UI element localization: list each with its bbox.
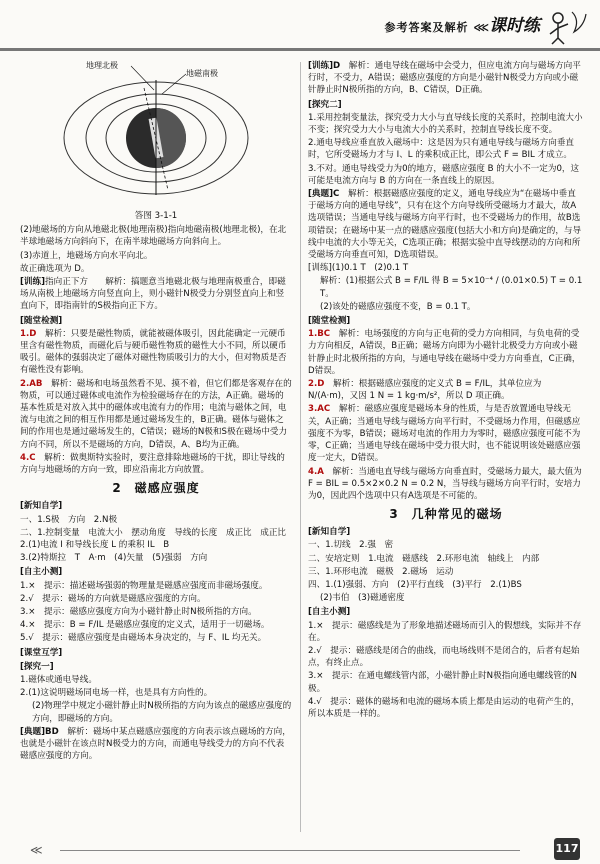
section-heading: [随堂检测] [308, 316, 351, 327]
training-text: 指向正下方 解析：搞题意当地磁北极与地理南极重合，即磁场从南极上地磁场方向竖直向上，则小磁针N极受力分别竖直向上和竖直向下，即指南针的S极指向正下方。 [20, 277, 286, 312]
quiz-answer: 1.× 提示：磁感线是为了形象地描述磁场而引入的假想线，实际并不存在。 [308, 620, 582, 643]
decoration-figure-icon [544, 6, 588, 46]
explore-answer: 2.(1)这说明磁场同电场一样，也是具有方向性的。 [20, 688, 213, 699]
header-rule [0, 48, 600, 51]
fill-answer: (2)韦伯 (3)磁通密度 [320, 593, 405, 604]
training-tag: [训练] [20, 277, 46, 288]
answer-paragraph: (3)赤道上，地磁场方向水平向北。 [20, 250, 153, 261]
answer-paragraph: 故正确选项为 D。 [20, 263, 90, 274]
answer-text: 解析：磁场和电场虽然看不见、摸不着，但它们都是客观存在的物质，可以通过磁体或电流作为检验磁场存在的方法，A正确。磁场的基本性质是对放入其中的磁体或电流有力的作用；电流与磁体之间，电流与电流之间的相互作用都是通过磁场发生的，B正确。磁体与磁体之间的作用也是通过磁场发生的，C错误；磁场的N极和S极在磁场中受力方向不同，所以不是磁场的方向，D错误，A、B均为正确。 [20, 378, 292, 450]
section-heading: [课堂互学] [20, 647, 63, 658]
fill-answer: 3.(2)特斯拉 T A·m (4)矢量 (5)强弱 方向 [20, 553, 208, 564]
answer-text: 解析：电场强度的方向与正电荷的受力方向相同，与负电荷的受力方向相反，A错误，B正确；磁场方向即为小磁针北极受力方向或小磁针静止时北极所指的方向，与通电导线在磁场中受力方向垂直，C正确，D错误。 [308, 329, 581, 376]
typical-text: 解析：磁场中某点磁感应强度的方向表示该点磁场的方向，也就是小磁针在该点时N极受力的方向，而通电导线受力的方向不代表磁感应强度的方向。 [20, 726, 291, 762]
answer-key: 4.C [20, 452, 36, 463]
typical-text: 解析：根据磁感应强度的定义，通电导线应为“在磁场中垂直于磁场方向的通电导线”，只有在这个方向导线所受磁场力才最大，故A选项错误；当通电导线与磁场方向平行时，也不受磁场力的作用，故B选项错误；在磁场中某一点的磁感应强度(包括大小和方向)是确定的，与导线中电流的大小等无关，C选项正确；根据实验中直导线摆动的方向和所受磁场方向垂直可知，D选项错误。 [308, 189, 582, 261]
training-answer [308, 60, 584, 97]
fill-answer: 一、1.切线 2.强 密 [308, 540, 394, 551]
training-text: 解析：通电导线在磁场中会受力，但应电流方向与磁场方向平行时，不受力，A错误；磁感应强度的方向是小磁针N极受力方向或小磁针静止时N极所指的方向，B、C错误，D正确。 [308, 61, 581, 96]
quiz-answer: 2.√ 提示：磁感线是闭合的曲线，而电场线则不是闭合的，后者有起始点，有终止点。 [308, 645, 580, 669]
question-answer [20, 328, 292, 377]
typical-tag: [典题]C [308, 189, 340, 200]
header-brand: 课时练 [489, 16, 540, 36]
explore-answer: 1.采用控制变量法，探究受力大小与直导线长度的关系时，控制电流大小不变；探究受力大小与电流大小的关系时，控制直导线长度不变。 [308, 112, 583, 136]
page-footer [0, 838, 600, 864]
figure-label-geographic-north: 地理北极 [86, 61, 118, 70]
section-heading: [新知自学] [308, 527, 351, 538]
question-answer [20, 378, 292, 451]
answer-key: 1.BC [308, 329, 331, 340]
page-header [0, 0, 600, 52]
lesson-title: 3 几种常见的磁场 [389, 507, 503, 522]
explore-answer: 1.磁体或通电导线。 [20, 674, 97, 685]
answer-key: 2.AB [20, 378, 43, 389]
figure-label-magnetic-south: 地磁南极 [186, 69, 218, 78]
quiz-answer: 1.× 提示：描述磁场强弱的物理量是磁感应强度而非磁场强度。 [20, 580, 268, 591]
answer-text: 解析：当通电直导线与磁场方向垂直时，受磁场力最大，最大值为 F = BIL = 0.5×2×0.2 N = 0.2 N，当导线与磁场方向平行时，安培力为0，因此四个选项中只有A选项是不可能的。 [308, 466, 582, 501]
right-column [308, 60, 584, 721]
fill-answer: 三、1.环形电流 磁极 2.磁场 运动 [308, 566, 454, 577]
section-heading: [自主小测] [20, 567, 63, 578]
quiz-answer: 5.√ 提示：磁感应强度是由磁场本身决定的，与 F、IL 均无关。 [20, 633, 267, 644]
training-answer: [训练](1)0.1 T (2)0.1 T [308, 263, 409, 274]
quiz-answer: 4.× 提示：B = F/IL 是磁感应强度的定义式，适用于一切磁场。 [20, 620, 270, 631]
answer-key: 4.A [308, 466, 324, 477]
training-tag: [训练]D [308, 61, 341, 71]
fill-answer: 二、1.控制变量 电流大小 摆动角度 导线的长度 成正比 成正比 2.(1)电流 I 和导线长度 L 的乘积 IL B [20, 527, 295, 550]
typical-question [308, 188, 584, 261]
quiz-answer: 3.× 提示：在通电螺线管内部，小磁针静止时N极指向通电螺线管的N极。 [308, 671, 577, 694]
earth-field-diagram [56, 60, 256, 200]
answer-text: 解析：磁感应强度是磁场本身的性质，与是否放置通电导线无关，A正确；当通电导线与磁场方向平行时，不受磁场力作用，但磁感应强度不为零，B错误；磁场对电流的作用力为零时，磁感应强度可能不为零，C正确；当通电导线在磁场中受力很大时，也不能说明该处磁感应强度一定大，D错误。 [308, 404, 581, 464]
earth-magnetic-field-figure [56, 60, 256, 210]
section-heading: [探究二] [308, 99, 342, 110]
explore-answer: 2.通电导线应垂直放入磁场中：这是因为只有通电导线与磁场方向垂直时，它所受磁场力才与 I、L 的乘积成正比，即公式 F = BIL 才成立。 [308, 138, 575, 161]
explore-answer: 3.不对。通电导线受力为0的地方，磁感应强度 B 的大小不一定为0，这可能是电流方向与 B 的方向在一条直线上的原因。 [308, 163, 580, 186]
fill-answer: 二、安培定则 1.电流 磁感线 2.环形电流 轴线上 内部 [308, 553, 540, 564]
double-chevron-left-icon: ≪ [30, 843, 43, 857]
section-heading: [探究一] [20, 661, 54, 672]
training-solution: (2)该处的磁感应强度不变，B = 0.1 T。 [320, 301, 476, 312]
training-solution: 解析：(1)根据公式 B = F/IL 得 B = 5×10⁻⁴ / (0.01×0.5) T = 0.1 T。 [320, 276, 583, 299]
question-answer [308, 466, 584, 503]
header-title: 参考答案及解析 ⋘ [384, 21, 490, 34]
section-heading: [自主小测] [308, 607, 351, 618]
typical-question [20, 726, 292, 763]
explore-answer: (2)物理学中规定小磁针静止时N极所指的方向为该点的磁感应强度的方向，即磁场的方向。 [32, 701, 292, 724]
answer-key: 2.D [308, 379, 325, 390]
answer-text: 解析：做奥斯特实验时，要注意排除地磁场的干扰，即让导线的方向与地磁场的方向一致，即应沿南北方向放置。 [20, 452, 285, 476]
section-heading: [新知自学] [20, 501, 63, 512]
training-answer [20, 276, 292, 313]
question-answer [20, 452, 292, 476]
quiz-answer: 3.× 提示：磁感应强度方向为小磁针静止时N极所指的方向。 [20, 606, 257, 617]
footer-rule [60, 850, 520, 851]
quiz-answer: 2.√ 提示：磁场的方向就是磁感应强度的方向。 [20, 593, 206, 604]
section-heading: [随堂检测] [20, 315, 63, 326]
question-answer [308, 403, 584, 464]
lesson-title: 2 磁感应强度 [112, 481, 200, 496]
figure-caption: 答图 3-1-1 [134, 211, 178, 221]
answer-text: 解析：只要是磁性物质，就能被磁体吸引，因此能确定一元硬币里含有磁性物质，而磁化后与硬币磁性物质的磁性大小不同，所以硬币吸引。磁体的强弱决定了磁体对磁性物质吸引力的大小，但对物质是否有磁性没有影响。 [20, 328, 287, 376]
answer-text: 解析：根据磁感应强度的定义式 B = F/IL，其单位应为 N/(A·m)，又因 1 N = 1 kg·m/s²，所以 D 项正确。 [308, 379, 542, 402]
quiz-answer: 4.√ 提示：磁体的磁场和电流的磁场本质上都是由运动的电荷产生的，所以本质是一样的。 [308, 696, 580, 719]
page-number: 117 [554, 838, 580, 860]
answer-key: 3.AC [308, 404, 331, 415]
answer-key: 1.D [20, 328, 37, 339]
fill-answer: 一、1.S极 方向 2.N极 [20, 514, 118, 525]
fill-answer: 四、1.(1)强弱、方向 (2)平行直线 (3)平行 2.(1)BS [308, 579, 522, 590]
column-divider [300, 62, 301, 832]
question-answer [308, 328, 584, 377]
typical-tag: [典题]BD [20, 726, 59, 737]
question-answer [308, 378, 584, 402]
answer-paragraph: (2)地磁场的方向从地磁北极(地理南极)指向地磁南极(地理北极)，在北半球地磁场方向斜向下，在南半球地磁场方向斜向上。 [20, 225, 287, 248]
left-column [20, 60, 295, 763]
